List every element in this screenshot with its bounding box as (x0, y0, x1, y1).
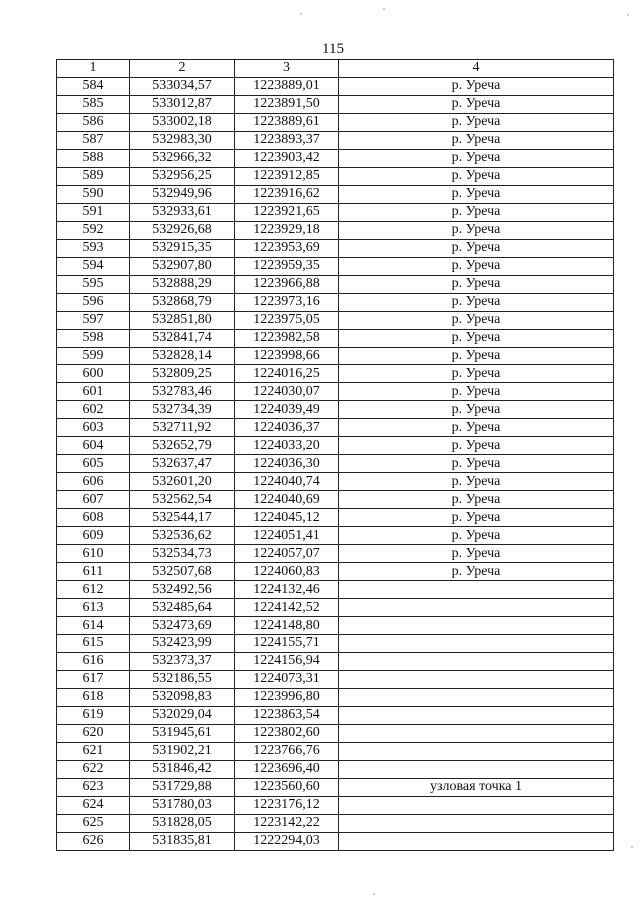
cell-point-number: 590 (57, 185, 130, 203)
table-row (57, 635, 614, 653)
header-cell-y-coordinate: 3 (235, 60, 339, 78)
cell-x-coordinate: 532536,62 (130, 527, 235, 545)
cell-description (339, 760, 614, 778)
cell-y-coordinate: 1223176,12 (235, 796, 339, 814)
cell-point-number: 589 (57, 167, 130, 185)
table-row (57, 778, 614, 796)
cell-description (339, 635, 614, 653)
cell-x-coordinate: 532841,74 (130, 329, 235, 347)
cell-x-coordinate: 533002,18 (130, 113, 235, 131)
cell-x-coordinate: 533034,57 (130, 77, 235, 95)
table-row (57, 149, 614, 167)
cell-description: р. Уреча (339, 239, 614, 257)
table-row (57, 832, 614, 850)
cell-y-coordinate: 1223953,69 (235, 239, 339, 257)
cell-point-number: 617 (57, 670, 130, 688)
cell-x-coordinate: 532949,96 (130, 185, 235, 203)
cell-point-number: 601 (57, 383, 130, 401)
cell-description: р. Уреча (339, 329, 614, 347)
cell-description: р. Уреча (339, 221, 614, 239)
cell-description: р. Уреча (339, 167, 614, 185)
cell-description (339, 706, 614, 724)
cell-x-coordinate: 532734,39 (130, 401, 235, 419)
cell-point-number: 603 (57, 419, 130, 437)
cell-description: р. Уреча (339, 419, 614, 437)
cell-point-number: 593 (57, 239, 130, 257)
cell-y-coordinate: 1224039,49 (235, 401, 339, 419)
table-row (57, 563, 614, 581)
cell-point-number: 625 (57, 814, 130, 832)
cell-y-coordinate: 1224132,46 (235, 581, 339, 599)
cell-y-coordinate: 1223891,50 (235, 95, 339, 113)
cell-x-coordinate: 532423,99 (130, 635, 235, 653)
table-row (57, 293, 614, 311)
cell-y-coordinate: 1223975,05 (235, 311, 339, 329)
cell-y-coordinate: 1223921,65 (235, 203, 339, 221)
table-row (57, 113, 614, 131)
cell-x-coordinate: 532601,20 (130, 473, 235, 491)
cell-x-coordinate: 531846,42 (130, 760, 235, 778)
cell-description (339, 599, 614, 617)
cell-x-coordinate: 532711,92 (130, 419, 235, 437)
table-row (57, 203, 614, 221)
cell-point-number: 610 (57, 545, 130, 563)
cell-y-coordinate: 1223889,61 (235, 113, 339, 131)
table-row (57, 796, 614, 814)
cell-x-coordinate: 532485,64 (130, 599, 235, 617)
cell-y-coordinate: 1224156,94 (235, 652, 339, 670)
cell-description (339, 617, 614, 635)
cell-x-coordinate: 532828,14 (130, 347, 235, 365)
cell-point-number: 604 (57, 437, 130, 455)
cell-x-coordinate: 532562,54 (130, 491, 235, 509)
cell-point-number: 613 (57, 599, 130, 617)
table-row (57, 401, 614, 419)
cell-x-coordinate: 532029,04 (130, 706, 235, 724)
table-row (57, 131, 614, 149)
cell-x-coordinate: 532637,47 (130, 455, 235, 473)
cell-point-number: 596 (57, 293, 130, 311)
header-cell-description: 4 (339, 60, 614, 78)
cell-description: р. Уреча (339, 203, 614, 221)
cell-x-coordinate: 532966,32 (130, 149, 235, 167)
cell-y-coordinate: 1223959,35 (235, 257, 339, 275)
cell-y-coordinate: 1223893,37 (235, 131, 339, 149)
cell-description: р. Уреча (339, 311, 614, 329)
cell-x-coordinate: 532507,68 (130, 563, 235, 581)
cell-description: р. Уреча (339, 455, 614, 473)
cell-x-coordinate: 532652,79 (130, 437, 235, 455)
cell-description: р. Уреча (339, 473, 614, 491)
cell-point-number: 624 (57, 796, 130, 814)
cell-point-number: 608 (57, 509, 130, 527)
cell-y-coordinate: 1223973,16 (235, 293, 339, 311)
cell-description: р. Уреча (339, 401, 614, 419)
cell-description: р. Уреча (339, 149, 614, 167)
cell-point-number: 615 (57, 635, 130, 653)
cell-y-coordinate: 1223982,58 (235, 329, 339, 347)
scan-speck (627, 14, 629, 16)
cell-point-number: 585 (57, 95, 130, 113)
cell-x-coordinate: 531780,03 (130, 796, 235, 814)
cell-y-coordinate: 1224016,25 (235, 365, 339, 383)
cell-x-coordinate: 532098,83 (130, 688, 235, 706)
table-row (57, 509, 614, 527)
cell-description (339, 724, 614, 742)
table-row (57, 473, 614, 491)
cell-description: узловая точка 1 (339, 778, 614, 796)
cell-description: р. Уреча (339, 545, 614, 563)
table-row (57, 167, 614, 185)
header-row (57, 60, 614, 78)
cell-x-coordinate: 532373,37 (130, 652, 235, 670)
cell-point-number: 607 (57, 491, 130, 509)
cell-description: р. Уреча (339, 113, 614, 131)
scan-speck (373, 893, 375, 895)
cell-x-coordinate: 531729,88 (130, 778, 235, 796)
cell-description (339, 832, 614, 850)
cell-x-coordinate: 532907,80 (130, 257, 235, 275)
cell-point-number: 600 (57, 365, 130, 383)
cell-y-coordinate: 1224073,31 (235, 670, 339, 688)
cell-y-coordinate: 1224040,74 (235, 473, 339, 491)
cell-description (339, 652, 614, 670)
scan-speck (631, 846, 633, 848)
cell-y-coordinate: 1224057,07 (235, 545, 339, 563)
table-row (57, 329, 614, 347)
cell-y-coordinate: 1222294,03 (235, 832, 339, 850)
cell-x-coordinate: 532868,79 (130, 293, 235, 311)
table-row (57, 599, 614, 617)
cell-description: р. Уреча (339, 77, 614, 95)
table-body (57, 77, 614, 850)
cell-description: р. Уреча (339, 563, 614, 581)
cell-description: р. Уреча (339, 509, 614, 527)
cell-point-number: 594 (57, 257, 130, 275)
cell-y-coordinate: 1223998,66 (235, 347, 339, 365)
cell-point-number: 619 (57, 706, 130, 724)
cell-point-number: 598 (57, 329, 130, 347)
table-row (57, 275, 614, 293)
scan-speck (383, 8, 385, 10)
table-row (57, 760, 614, 778)
table-row (57, 311, 614, 329)
cell-description (339, 796, 614, 814)
table-row (57, 95, 614, 113)
cell-description: р. Уреча (339, 527, 614, 545)
cell-y-coordinate: 1224142,52 (235, 599, 339, 617)
table-row (57, 545, 614, 563)
cell-x-coordinate: 532888,29 (130, 275, 235, 293)
table-row (57, 239, 614, 257)
cell-x-coordinate: 531828,05 (130, 814, 235, 832)
cell-description: р. Уреча (339, 293, 614, 311)
cell-x-coordinate: 532915,35 (130, 239, 235, 257)
cell-y-coordinate: 1223863,54 (235, 706, 339, 724)
cell-x-coordinate: 532809,25 (130, 365, 235, 383)
table-row (57, 365, 614, 383)
cell-x-coordinate: 532534,73 (130, 545, 235, 563)
cell-point-number: 616 (57, 652, 130, 670)
cell-point-number: 587 (57, 131, 130, 149)
cell-y-coordinate: 1223766,76 (235, 742, 339, 760)
table-row (57, 724, 614, 742)
cell-point-number: 611 (57, 563, 130, 581)
cell-y-coordinate: 1224036,37 (235, 419, 339, 437)
cell-description: р. Уреча (339, 383, 614, 401)
table-row (57, 617, 614, 635)
cell-point-number: 588 (57, 149, 130, 167)
cell-y-coordinate: 1223929,18 (235, 221, 339, 239)
cell-point-number: 602 (57, 401, 130, 419)
table-row (57, 652, 614, 670)
table-row (57, 688, 614, 706)
cell-y-coordinate: 1224045,12 (235, 509, 339, 527)
cell-y-coordinate: 1223912,85 (235, 167, 339, 185)
cell-y-coordinate: 1224040,69 (235, 491, 339, 509)
cell-description: р. Уреча (339, 185, 614, 203)
cell-y-coordinate: 1223966,88 (235, 275, 339, 293)
cell-x-coordinate: 531902,21 (130, 742, 235, 760)
cell-description: р. Уреча (339, 491, 614, 509)
cell-point-number: 614 (57, 617, 130, 635)
header-cell-point-number: 1 (57, 60, 130, 78)
cell-y-coordinate: 1224030,07 (235, 383, 339, 401)
table-row (57, 455, 614, 473)
header-cell-x-coordinate: 2 (130, 60, 235, 78)
table-row (57, 257, 614, 275)
cell-x-coordinate: 532851,80 (130, 311, 235, 329)
table-header (57, 60, 614, 78)
table-row (57, 221, 614, 239)
table-row (57, 77, 614, 95)
cell-point-number: 597 (57, 311, 130, 329)
cell-x-coordinate: 532473,69 (130, 617, 235, 635)
table-row (57, 706, 614, 724)
cell-y-coordinate: 1224060,83 (235, 563, 339, 581)
cell-description: р. Уреча (339, 131, 614, 149)
cell-x-coordinate: 532186,55 (130, 670, 235, 688)
cell-description: р. Уреча (339, 347, 614, 365)
cell-description: р. Уреча (339, 365, 614, 383)
cell-point-number: 618 (57, 688, 130, 706)
cell-y-coordinate: 1223696,40 (235, 760, 339, 778)
cell-point-number: 606 (57, 473, 130, 491)
cell-x-coordinate: 532544,17 (130, 509, 235, 527)
cell-point-number: 599 (57, 347, 130, 365)
table-row (57, 185, 614, 203)
cell-x-coordinate: 531945,61 (130, 724, 235, 742)
cell-description (339, 688, 614, 706)
cell-y-coordinate: 1223916,62 (235, 185, 339, 203)
scan-speck (300, 13, 302, 15)
cell-point-number: 591 (57, 203, 130, 221)
cell-y-coordinate: 1223802,60 (235, 724, 339, 742)
cell-point-number: 586 (57, 113, 130, 131)
table-row (57, 491, 614, 509)
cell-description: р. Уреча (339, 257, 614, 275)
cell-point-number: 626 (57, 832, 130, 850)
cell-y-coordinate: 1224148,80 (235, 617, 339, 635)
table-row (57, 347, 614, 365)
cell-y-coordinate: 1223889,01 (235, 77, 339, 95)
cell-y-coordinate: 1224036,30 (235, 455, 339, 473)
cell-x-coordinate: 533012,87 (130, 95, 235, 113)
cell-y-coordinate: 1224051,41 (235, 527, 339, 545)
cell-y-coordinate: 1224033,20 (235, 437, 339, 455)
cell-description (339, 670, 614, 688)
page-number: 115 (322, 41, 344, 57)
cell-description (339, 581, 614, 599)
cell-point-number: 592 (57, 221, 130, 239)
cell-y-coordinate: 1223142,22 (235, 814, 339, 832)
cell-x-coordinate: 532926,68 (130, 221, 235, 239)
cell-point-number: 620 (57, 724, 130, 742)
cell-point-number: 621 (57, 742, 130, 760)
cell-x-coordinate: 532956,25 (130, 167, 235, 185)
cell-point-number: 595 (57, 275, 130, 293)
cell-description (339, 814, 614, 832)
table-row (57, 383, 614, 401)
cell-y-coordinate: 1223560,60 (235, 778, 339, 796)
table-row (57, 527, 614, 545)
table-row (57, 581, 614, 599)
cell-y-coordinate: 1224155,71 (235, 635, 339, 653)
cell-point-number: 605 (57, 455, 130, 473)
table-row (57, 437, 614, 455)
cell-point-number: 612 (57, 581, 130, 599)
cell-x-coordinate: 532983,30 (130, 131, 235, 149)
cell-y-coordinate: 1223996,80 (235, 688, 339, 706)
cell-point-number: 623 (57, 778, 130, 796)
cell-description: р. Уреча (339, 275, 614, 293)
coordinates-table (56, 59, 614, 851)
cell-point-number: 622 (57, 760, 130, 778)
cell-x-coordinate: 532933,61 (130, 203, 235, 221)
cell-x-coordinate: 532783,46 (130, 383, 235, 401)
cell-x-coordinate: 532492,56 (130, 581, 235, 599)
cell-description (339, 742, 614, 760)
cell-description: р. Уреча (339, 95, 614, 113)
table-row (57, 814, 614, 832)
cell-point-number: 584 (57, 77, 130, 95)
table-row (57, 742, 614, 760)
table-row (57, 670, 614, 688)
cell-y-coordinate: 1223903,42 (235, 149, 339, 167)
cell-x-coordinate: 531835,81 (130, 832, 235, 850)
table-row (57, 419, 614, 437)
cell-description: р. Уреча (339, 437, 614, 455)
cell-point-number: 609 (57, 527, 130, 545)
